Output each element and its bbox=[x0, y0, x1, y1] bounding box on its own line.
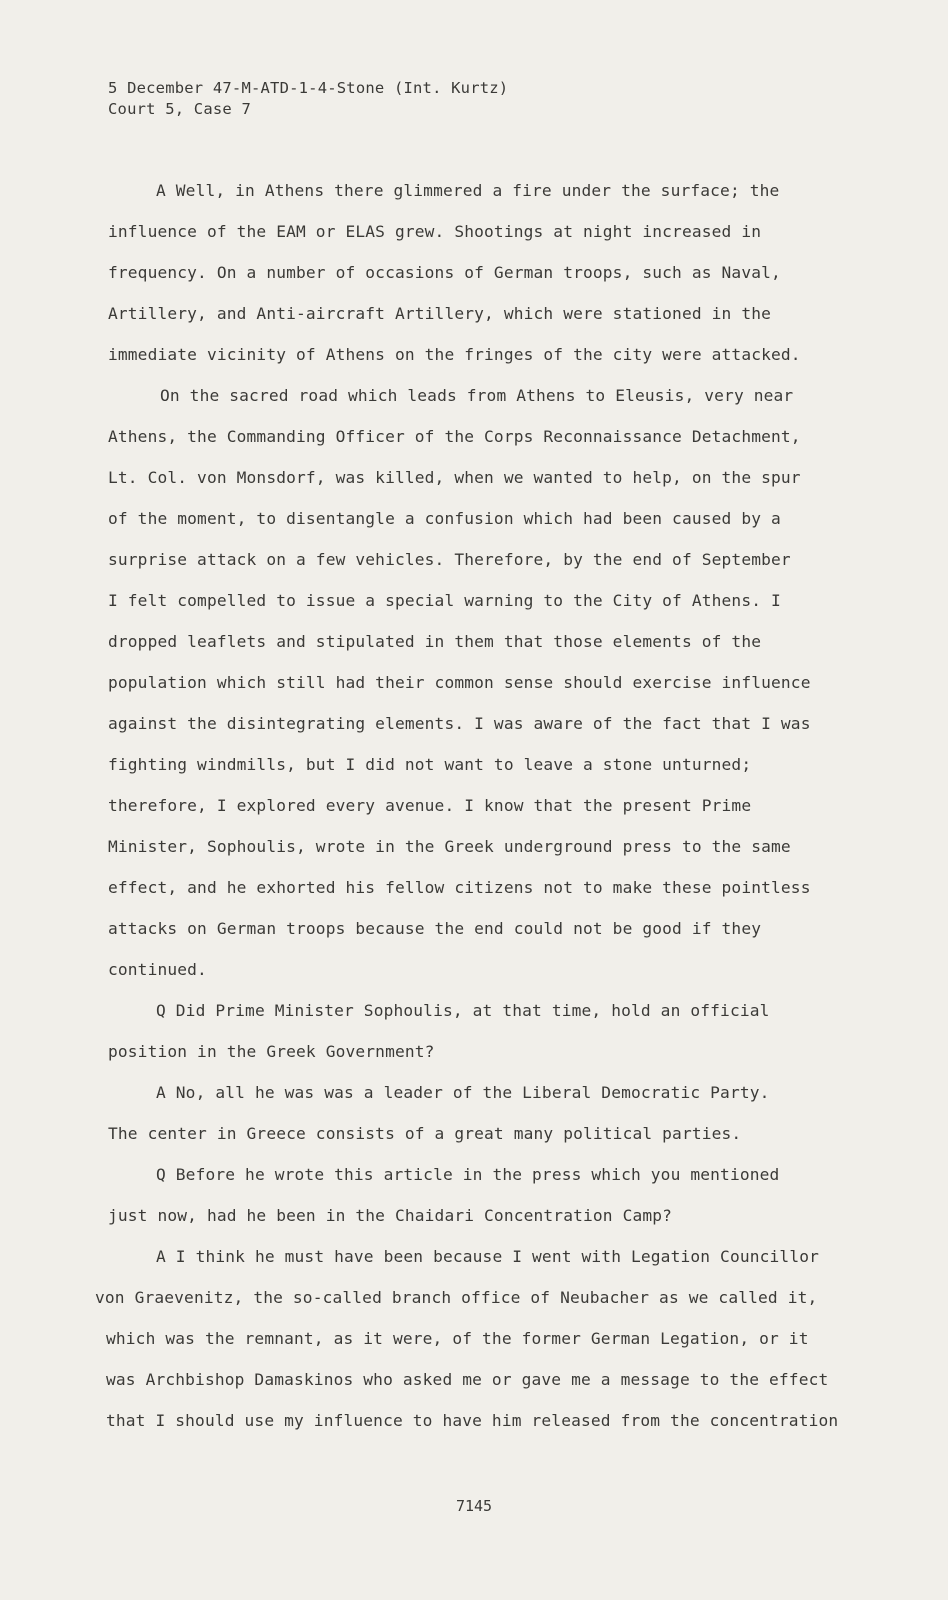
document-header bbox=[108, 78, 508, 120]
transcript-line: I felt compelled to issue a special warning to the City of Athens. I bbox=[108, 591, 781, 610]
header-date-line: 5 December 47-M-ATD-1-4-Stone (Int. Kurtz) bbox=[108, 79, 509, 97]
transcript-line: that I should use my influence to have him released from the concentration bbox=[106, 1411, 839, 1430]
transcript-line: influence of the EAM or ELAS grew. Shootings at night increased in bbox=[108, 222, 762, 241]
transcript-line: frequency. On a number of occasions of German troops, such as Naval, bbox=[108, 263, 781, 282]
transcript-line: Artillery, and Anti-aircraft Artillery, which were stationed in the bbox=[108, 304, 772, 323]
transcript-line: attacks on German troops because the end could not be good if they bbox=[108, 919, 762, 938]
transcript-line: Athens, the Commanding Officer of the Corps Reconnaissance Detachment, bbox=[108, 427, 801, 446]
transcript-line: surprise attack on a few vehicles. Therefore, by the end of September bbox=[108, 550, 791, 569]
transcript-line: population which still had their common sense should exercise influence bbox=[108, 673, 811, 692]
transcript-line: just now, had he been in the Chaidari Concentration Camp? bbox=[108, 1206, 673, 1225]
transcript-line: von Graevenitz, the so-called branch office of Neubacher as we called it, bbox=[95, 1288, 818, 1307]
transcript-line: fighting windmills, but I did not want to leave a stone unturned; bbox=[108, 755, 752, 774]
transcript-line: position in the Greek Government? bbox=[108, 1042, 435, 1061]
transcript-line: effect, and he exhorted his fellow citizens not to make these pointless bbox=[108, 878, 811, 897]
header-court-line: Court 5, Case 7 bbox=[108, 100, 251, 118]
page-number: 7145 bbox=[455, 1497, 493, 1515]
transcript-line: Lt. Col. von Monsdorf, was killed, when we wanted to help, on the spur bbox=[108, 468, 801, 487]
transcript-line: A No, all he was was a leader of the Liberal Democratic Party. bbox=[156, 1083, 770, 1102]
transcript-line: continued. bbox=[108, 960, 207, 979]
transcript-line: Q Did Prime Minister Sophoulis, at that time, hold an official bbox=[156, 1001, 770, 1020]
transcript-line: was Archbishop Damaskinos who asked me or gave me a message to the effect bbox=[106, 1370, 829, 1389]
transcript-line: On the sacred road which leads from Athens to Eleusis, very near bbox=[160, 386, 794, 405]
transcript-line: A I think he must have been because I went with Legation Councillor bbox=[156, 1247, 820, 1266]
transcript-line: immediate vicinity of Athens on the fringes of the city were attacked. bbox=[108, 345, 801, 364]
transcript-line: The center in Greece consists of a great many political parties. bbox=[108, 1124, 742, 1143]
transcript-line: Minister, Sophoulis, wrote in the Greek underground press to the same bbox=[108, 837, 791, 856]
transcript-line: against the disintegrating elements. I was aware of the fact that I was bbox=[108, 714, 811, 733]
transcript-line: therefore, I explored every avenue. I know that the present Prime bbox=[108, 796, 752, 815]
transcript-line: A Well, in Athens there glimmered a fire under the surface; the bbox=[156, 181, 780, 200]
transcript-line: Q Before he wrote this article in the press which you mentioned bbox=[156, 1165, 780, 1184]
transcript-line: dropped leaflets and stipulated in them that those elements of the bbox=[108, 632, 762, 651]
transcript-line: of the moment, to disentangle a confusion which had been caused by a bbox=[108, 509, 781, 528]
transcript-line: which was the remnant, as it were, of the former German Legation, or it bbox=[106, 1329, 809, 1348]
